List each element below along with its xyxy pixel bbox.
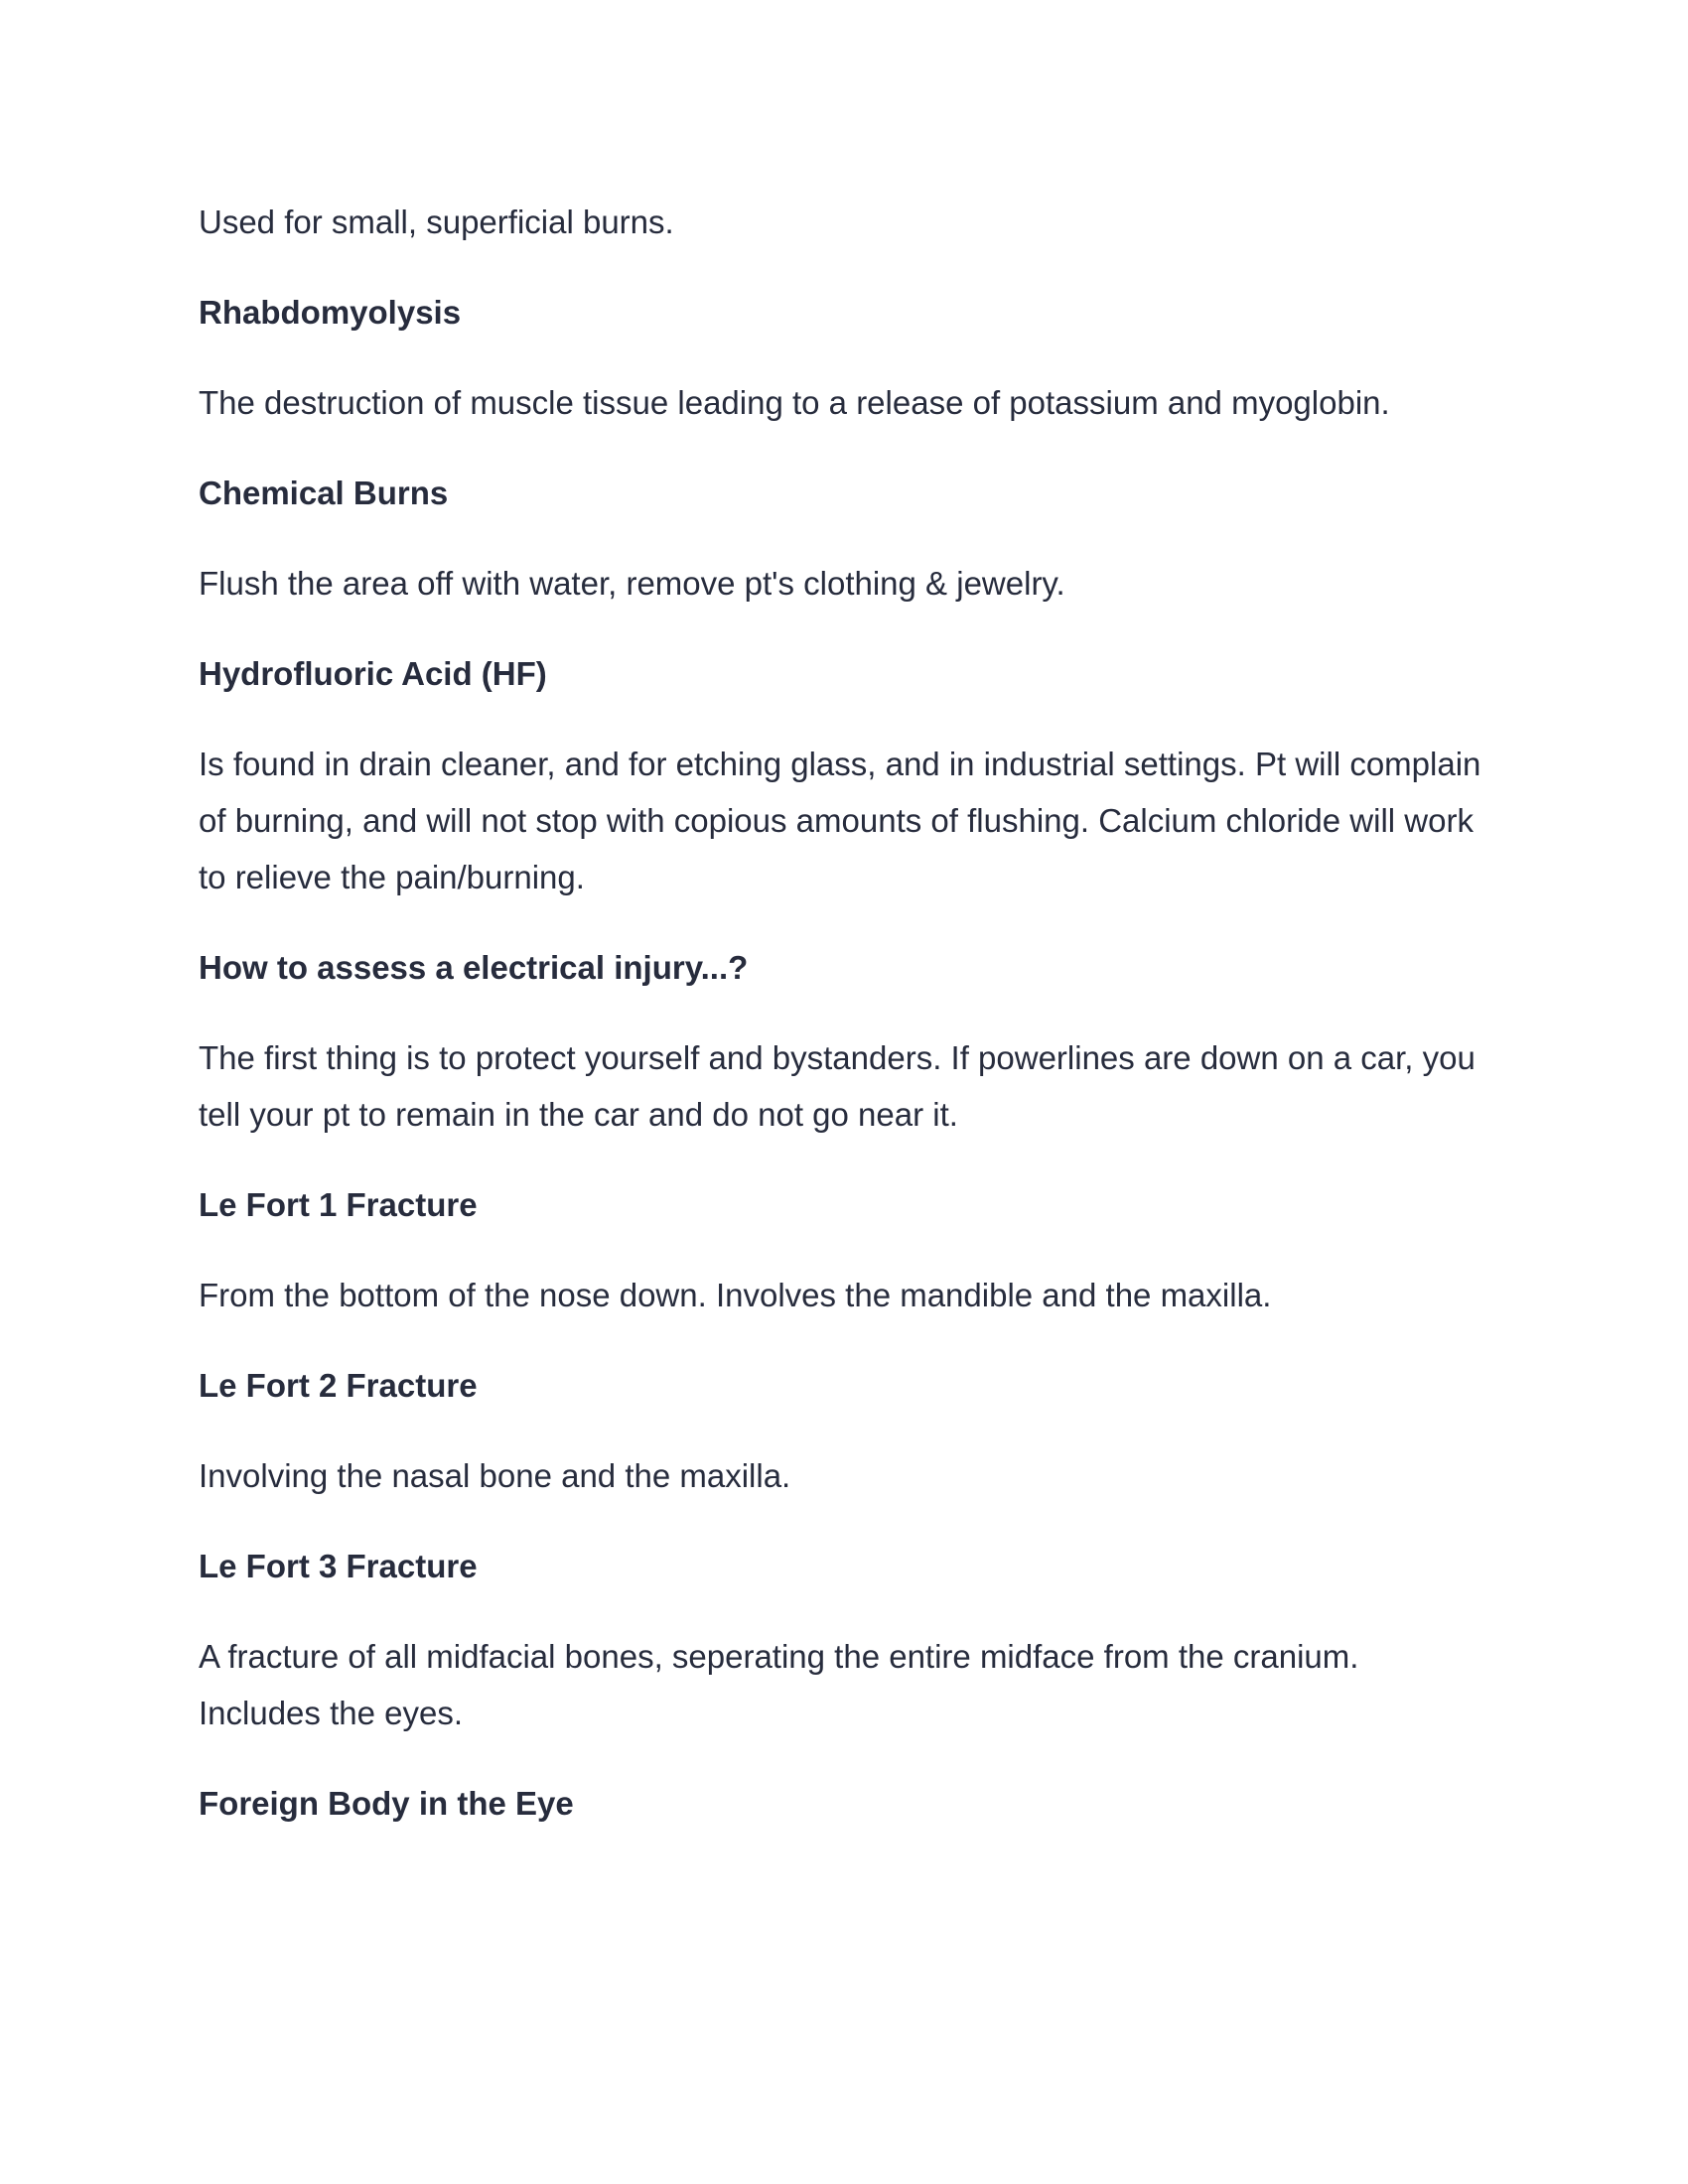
- term-heading: Le Fort 2 Fracture: [199, 1367, 478, 1404]
- term-definition: The destruction of muscle tissue leading to a release of potassium and myoglobin.: [199, 384, 1390, 421]
- entry-le-fort-3: [199, 1538, 1489, 1741]
- lead-definition: Used for small, superficial burns.: [199, 204, 674, 240]
- term-heading: Hydrofluoric Acid (HF): [199, 655, 547, 692]
- entry-le-fort-1: [199, 1176, 1489, 1323]
- term-heading: Le Fort 1 Fracture: [199, 1186, 478, 1223]
- entry-electrical-injury: [199, 939, 1489, 1143]
- entry-hydrofluoric-acid: [199, 645, 1489, 905]
- term-heading: Foreign Body in the Eye: [199, 1785, 574, 1822]
- term-heading: How to assess a electrical injury...?: [199, 949, 749, 986]
- entry-rhabdomyolysis: [199, 284, 1489, 431]
- document-page: [199, 194, 1489, 1865]
- term-heading: Rhabdomyolysis: [199, 294, 462, 331]
- term-definition: The first thing is to protect yourself and bystanders. If powerlines are down on a car, you tell your pt to remain in the car and do not go near it.: [199, 1039, 1476, 1133]
- term-heading: Le Fort 3 Fracture: [199, 1548, 478, 1584]
- term-definition: Is found in drain cleaner, and for etching glass, and in industrial settings. Pt will complain of burning, and will not stop with copious amounts of flushing. Calcium chloride will work to relieve the pain/burning.: [199, 746, 1481, 895]
- entry-foreign-body-eye: [199, 1775, 1489, 1832]
- term-definition: From the bottom of the nose down. Involves the mandible and the maxilla.: [199, 1277, 1272, 1313]
- term-definition: Flush the area off with water, remove pt's clothing & jewelry.: [199, 565, 1065, 602]
- entry-chemical-burns: [199, 465, 1489, 612]
- term-definition: A fracture of all midfacial bones, seperating the entire midface from the cranium. Includes the eyes.: [199, 1638, 1359, 1731]
- term-heading: Chemical Burns: [199, 475, 449, 511]
- term-definition: Involving the nasal bone and the maxilla.: [199, 1457, 791, 1494]
- entry-le-fort-2: [199, 1357, 1489, 1504]
